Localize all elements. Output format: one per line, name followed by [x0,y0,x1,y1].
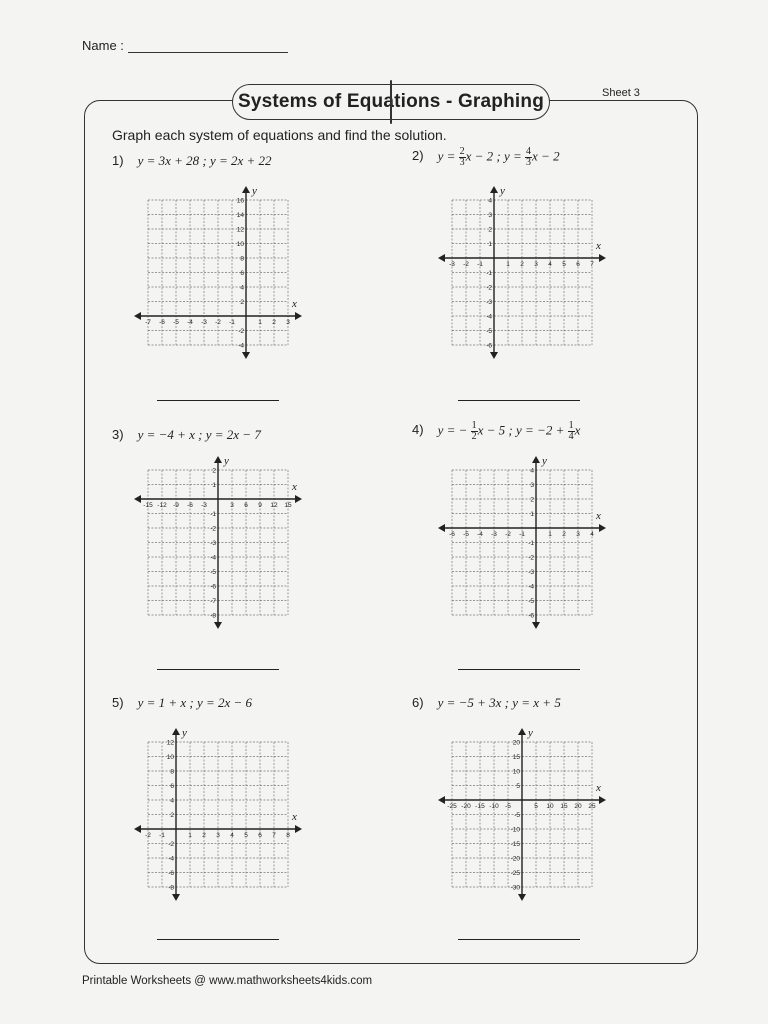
x-tick-label: 20 [574,803,582,810]
x-tick-label: 15 [560,803,568,810]
y-tick-label: 15 [512,754,520,761]
x-tick-label: -25 [447,803,457,810]
name-blank-line [128,40,288,53]
coordinate-grid-6 [447,727,601,892]
x-tick-label: 2 [272,319,276,326]
fraction: $\frac{2}{3}$ [459,146,465,168]
x-tick-label: 8 [286,832,290,839]
y-tick-label: -4 [168,855,174,863]
x-tick-label: -6 [449,531,455,538]
y-tick-label: -2 [238,328,244,335]
y-tick-label: -1 [486,270,492,277]
y-tick-label: -7 [210,598,216,605]
x-tick-label: -5 [173,319,179,326]
y-tick-label: 3 [530,482,534,489]
x-tick-label: 12 [270,502,278,509]
y-tick-label: 10 [512,768,520,776]
y-tick-label: -6 [528,612,534,620]
worksheet-title: Systems of Equations - Graphing [232,84,550,120]
coordinate-grid-3 [143,455,297,620]
x-tick-label: -9 [173,502,179,509]
x-tick-label: -2 [215,319,221,326]
problem-equation: y = −4 + x ; y = 2x − 7 [137,427,261,442]
x-tick-label: 2 [202,832,206,839]
y-tick-label: -5 [514,812,520,819]
y-tick-label: -8 [210,612,216,620]
x-tick-label: 5 [244,832,248,839]
y-axis-label: y [182,727,187,739]
x-tick-label: -3 [201,502,207,509]
x-tick-label: 7 [590,261,594,268]
x-tick-label: -4 [187,319,193,326]
x-tick-label: 6 [244,502,248,509]
answer-line-2 [458,400,580,401]
y-axis-label: y [542,455,547,467]
problem-number: 1) [112,153,124,168]
x-tick-label: -6 [187,502,193,509]
x-tick-label: 10 [546,803,554,810]
y-axis-label: y [224,455,229,467]
problem-4: 4) y = − $\frac{1}{2}$ x − 5 ; y = −2 + $\frac{1}{4}$ x [412,420,581,442]
problem-equation: y = 3x + 28 ; y = 2x + 22 [137,153,272,168]
y-tick-label: -4 [210,554,216,562]
x-tick-label: 2 [562,531,566,538]
x-tick-label: -12 [157,502,167,509]
problem-number: 4) [412,422,424,438]
x-tick-label: -6 [159,319,165,326]
y-tick-label: 6 [170,783,174,790]
y-tick-label: 20 [512,739,520,747]
x-axis-label: x [292,298,297,310]
y-tick-label: 4 [488,197,492,205]
x-axis-label: x [292,481,297,493]
problem-number: 5) [112,695,124,710]
x-tick-label: -15 [143,502,153,509]
sheet-number: Sheet 3 [602,87,640,99]
y-tick-label: 2 [240,299,244,306]
fraction: $\frac{4}{3}$ [526,146,532,168]
x-tick-label: -4 [477,531,483,538]
x-tick-label: -20 [461,803,471,810]
y-tick-label: -3 [528,569,534,576]
x-tick-label: 25 [588,803,596,810]
y-tick-label: -5 [528,598,534,605]
answer-line-6 [458,939,580,940]
answer-line-4 [458,669,580,670]
y-tick-label: -4 [528,583,534,591]
y-tick-label: -6 [486,342,492,350]
problem-1 [112,153,272,169]
x-tick-label: 7 [272,832,276,839]
x-axis-label: x [596,240,601,252]
y-tick-label: 1 [530,511,534,518]
x-tick-label: 6 [576,261,580,268]
y-tick-label: -30 [510,884,520,892]
y-tick-label: 8 [240,255,244,263]
y-tick-label: -25 [510,870,520,877]
y-tick-label: -2 [528,554,534,562]
answer-line-3 [157,669,279,670]
y-tick-label: 12 [166,739,174,747]
x-tick-label: -7 [145,319,151,326]
fraction: $\frac{1}{4}$ [568,420,574,442]
y-tick-label: 10 [236,241,244,248]
y-tick-label: 8 [170,768,174,776]
coordinate-grid-5 [145,727,297,892]
footer-credit: Printable Worksheets @ www.mathworksheets4kids.com [82,975,373,987]
y-tick-label: 2 [170,812,174,819]
y-tick-label: -6 [210,583,216,591]
x-tick-label: 1 [548,531,552,538]
y-tick-label: -1 [528,540,534,547]
x-axis-label: x [292,811,297,823]
y-axis-label: y [500,185,505,197]
x-tick-label: -3 [449,261,455,268]
coordinate-grid-2 [449,185,601,350]
y-tick-label: -6 [168,870,174,877]
fraction: $\frac{1}{2}$ [471,420,477,442]
y-tick-label: 4 [240,284,244,292]
x-tick-label: -5 [463,531,469,538]
x-tick-label: -5 [505,803,511,810]
y-tick-label: 4 [530,467,534,475]
y-tick-label: -4 [486,313,492,321]
x-axis-label: x [596,782,601,794]
y-tick-label: 10 [166,754,174,761]
x-tick-label: -10 [489,803,499,810]
x-tick-label: 3 [230,502,234,509]
y-tick-label: 5 [516,783,520,790]
x-tick-label: 3 [286,319,290,326]
y-tick-label: -2 [168,841,174,848]
instructions: Graph each system of equations and find the solution. [112,127,447,143]
x-tick-label: 3 [576,531,580,538]
y-tick-label: -5 [210,569,216,576]
x-tick-label: 1 [188,832,192,839]
x-tick-label: -1 [519,531,525,538]
y-tick-label: 1 [488,241,492,248]
y-tick-label: -10 [510,826,520,834]
x-tick-label: 4 [548,261,552,268]
y-tick-label: 12 [236,226,244,234]
x-tick-label: -1 [229,319,235,326]
x-tick-label: -2 [463,261,469,268]
y-tick-label: -15 [510,841,520,848]
x-tick-label: 2 [520,261,524,268]
y-tick-label: -2 [210,525,216,533]
y-tick-label: -3 [486,299,492,306]
x-tick-label: -15 [475,803,485,810]
x-tick-label: 3 [534,261,538,268]
problem-6 [412,695,561,711]
y-tick-label: -1 [210,511,216,518]
problem-equation: y = 1 + x ; y = 2x − 6 [137,695,253,710]
y-tick-label: 1 [212,482,216,489]
problem-5 [112,695,252,711]
x-tick-label: 4 [590,531,594,538]
y-tick-label: 3 [488,212,492,219]
y-axis-label: y [528,727,533,739]
y-tick-label: 2 [530,496,534,504]
y-tick-label: -8 [168,884,174,892]
name-label: Name : [82,38,124,53]
x-tick-label: -3 [201,319,207,326]
x-tick-label: 1 [506,261,510,268]
x-axis-label: x [596,510,601,522]
y-tick-label: 6 [240,270,244,277]
x-tick-label: 1 [258,319,262,326]
y-tick-label: 2 [212,467,216,475]
y-tick-label: -5 [486,328,492,335]
x-tick-label: 9 [258,502,262,509]
x-tick-label: -2 [505,531,511,538]
y-tick-label: -4 [238,342,244,350]
y-tick-label: 14 [236,212,244,219]
x-tick-label: 5 [534,803,538,810]
answer-line-1 [157,400,279,401]
x-tick-label: 4 [230,832,234,839]
x-tick-label: -3 [491,531,497,538]
x-tick-label: -1 [477,261,483,268]
y-axis-label: y [252,185,257,197]
problem-3 [112,427,261,443]
y-tick-label: -20 [510,855,520,863]
x-tick-label: 3 [216,832,220,839]
problem-number: 2) [412,148,424,164]
x-tick-label: -2 [145,832,151,839]
answer-line-5 [157,939,279,940]
y-tick-label: 2 [488,226,492,234]
x-tick-label: -1 [159,832,165,839]
y-tick-label: -2 [486,284,492,292]
name-field [82,38,288,53]
x-tick-label: 15 [284,502,292,509]
coordinate-grid-4 [449,455,601,620]
y-tick-label: 4 [170,797,174,805]
x-tick-label: 5 [562,261,566,268]
problem-number: 3) [112,427,124,442]
problem-number: 6) [412,695,424,710]
y-tick-label: -3 [210,540,216,547]
x-tick-label: 6 [258,832,262,839]
coordinate-grid-1 [145,185,297,350]
problem-2: 2) y = $\frac{2}{3}$ x − 2 ; y = $\frac{4}{3}$ x − 2 [412,146,560,168]
y-tick-label: 16 [236,197,244,205]
problem-equation: y = −5 + 3x ; y = x + 5 [437,695,561,710]
